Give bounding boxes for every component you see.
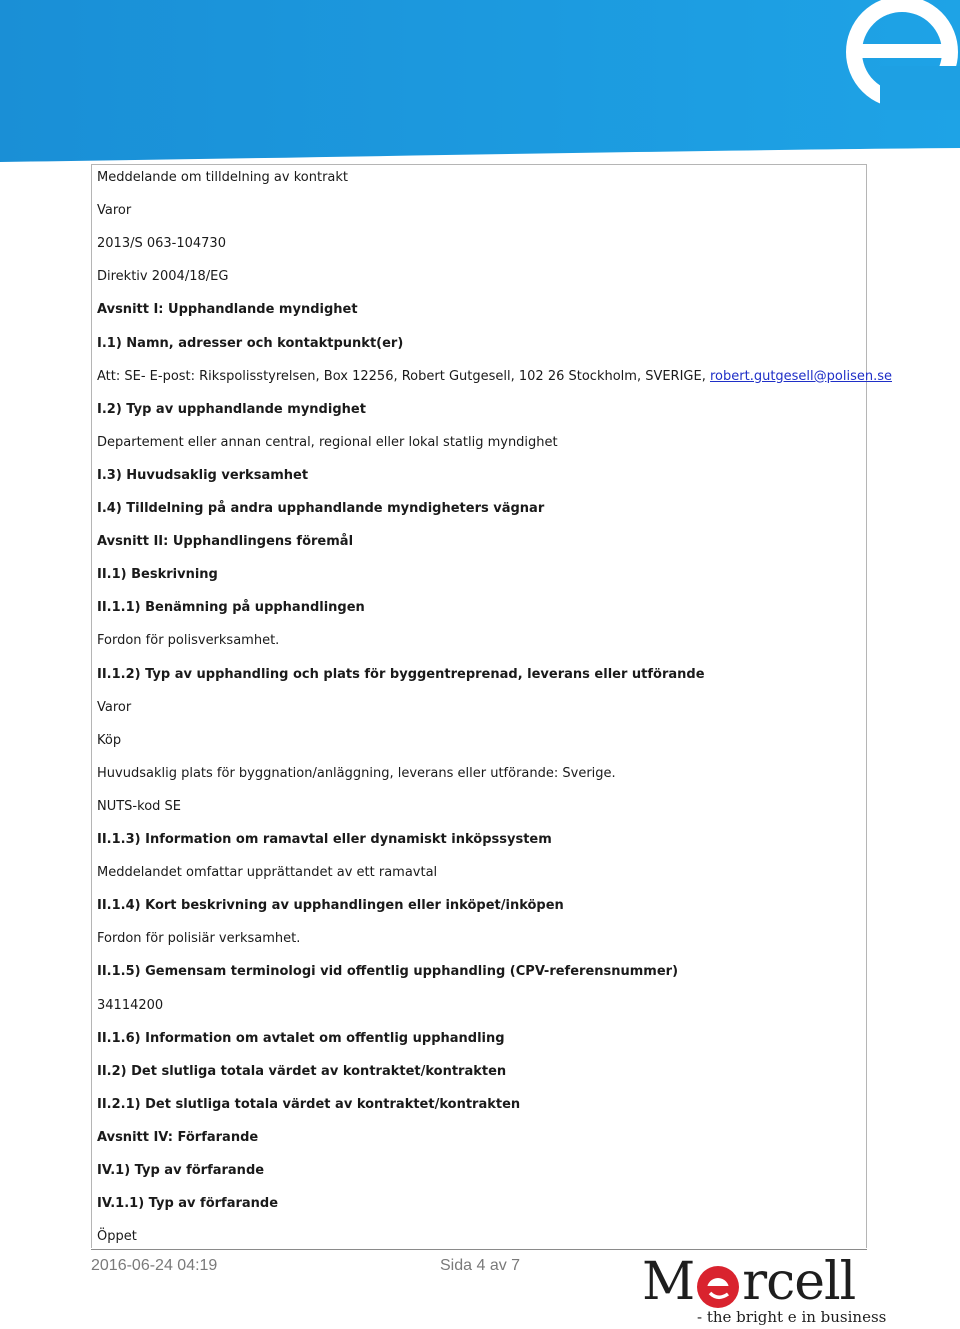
text-line — [97, 236, 226, 252]
text-line — [97, 766, 616, 782]
line-text: 34114200 — [97, 997, 164, 1013]
line-text: Huvudsaklig plats för byggnation/anläggning, leverans eller utförande: Sverige. — [97, 765, 616, 781]
line-text: Avsnitt IV: Förfarande — [97, 1129, 259, 1145]
line-text: II.1) Beskrivning — [97, 567, 218, 583]
section-heading — [97, 1097, 520, 1113]
line-text: IV.1.1) Typ av förfarande — [97, 1196, 279, 1212]
text-line — [97, 700, 131, 716]
section-heading — [97, 964, 678, 980]
email-link[interactable]: robert.gutgesell@polisen.se — [709, 368, 892, 384]
section-heading — [97, 302, 358, 318]
line-text: II.1.2) Typ av upphandling och plats för byggentreprenad, leverans eller utförande — [97, 666, 705, 682]
section-heading — [97, 1064, 506, 1080]
section-heading — [97, 1196, 278, 1212]
line-text: Öppet — [97, 1229, 137, 1245]
text-line — [97, 1229, 137, 1245]
mercell-logo — [642, 1252, 887, 1328]
line-text: Meddelande om tilldelning av kontrakt — [97, 170, 349, 185]
text-line — [97, 998, 163, 1014]
text-line — [97, 435, 558, 451]
section-heading — [97, 898, 564, 914]
text-line — [97, 633, 279, 649]
line-text: Meddelandet omfattar upprättandet av ett ramavtal — [97, 865, 438, 881]
line-text: II.2) Det slutliga totala värdet av kontraktet/kontrakten — [97, 1063, 507, 1079]
line-text: Direktiv 2004/18/EG — [97, 269, 229, 285]
section-heading — [97, 1130, 258, 1146]
section-heading — [97, 468, 308, 484]
section-heading — [97, 667, 705, 683]
line-text: Avsnitt II: Upphandlingens föremål — [97, 534, 354, 550]
logo-e-icon — [696, 1262, 740, 1306]
line-text: Departement eller annan central, regional eller lokal statlig myndighet — [97, 434, 558, 450]
line-text: Avsnitt I: Upphandlande myndighet — [97, 302, 358, 318]
text-line — [97, 203, 131, 219]
line-text: I.3) Huvudsaklig verksamhet — [97, 467, 309, 483]
line-text: II.1.3) Information om ramavtal eller dynamiskt inköpssystem — [97, 832, 552, 847]
text-line — [97, 269, 228, 285]
text-line — [97, 733, 121, 749]
footer-divider — [91, 1249, 867, 1250]
line-text: Köp — [97, 732, 122, 748]
section-heading — [97, 534, 353, 550]
notice-content — [91, 164, 892, 1248]
section-heading — [97, 501, 544, 517]
text-line — [97, 799, 181, 815]
section-heading — [97, 567, 218, 583]
line-text: II.2.1) Det slutliga totala värdet av kontraktet/kontrakten — [97, 1096, 521, 1112]
line-text: IV.1) Typ av förfarande — [97, 1163, 265, 1178]
line-text: Fordon för polisiär verksamhet. — [97, 931, 301, 947]
line-text: 2013/S 063-104730 — [97, 236, 226, 252]
section-heading — [97, 1031, 505, 1047]
footer-page-number: Sida 4 av 7 — [440, 1257, 521, 1274]
logo-wordmark — [642, 1252, 855, 1312]
logo-word-right: rcell — [742, 1252, 856, 1312]
logo-tagline: - the bright e in business — [697, 1308, 887, 1326]
line-text: I.1) Namn, adresser och kontaktpunkt(er) — [97, 335, 404, 351]
line-text: NUTS-kod SE — [97, 798, 181, 814]
line-text: II.1.5) Gemensam terminologi vid offentlig upphandling (CPV-referensnummer) — [97, 964, 679, 980]
line-text: II.1.4) Kort beskrivning av upphandlingen eller inköpet/inköpen — [97, 898, 564, 914]
text-line — [97, 865, 437, 881]
text-line — [97, 931, 300, 947]
section-heading — [97, 1163, 264, 1179]
text-line — [97, 170, 348, 186]
line-text: II.1.1) Benämning på upphandlingen — [97, 600, 365, 616]
header-banner — [0, 0, 960, 162]
line-text: Fordon för polisverksamhet. — [97, 633, 280, 649]
line-text: I.2) Typ av upphandlande myndighet — [97, 401, 366, 417]
section-heading — [97, 832, 552, 848]
line-text: Varor — [97, 203, 132, 219]
line-text: Att: SE- E-post: Rikspolisstyrelsen, Box 12256, Robert Gutgesell, 102 26 Stockholm, SVERIGE, — [97, 368, 710, 384]
text-line — [97, 369, 892, 385]
section-heading — [97, 402, 366, 418]
logo-word-left: M — [642, 1252, 695, 1312]
line-text: II.1.6) Information om avtalet om offentlig upphandling — [97, 1030, 505, 1046]
line-text: I.4) Tilldelning på andra upphandlande myndigheters vägnar — [97, 501, 545, 516]
line-text: Varor — [97, 699, 132, 715]
section-heading — [97, 336, 403, 352]
footer-date: 2016-06-24 04:19 — [91, 1257, 218, 1274]
section-heading — [97, 600, 365, 616]
